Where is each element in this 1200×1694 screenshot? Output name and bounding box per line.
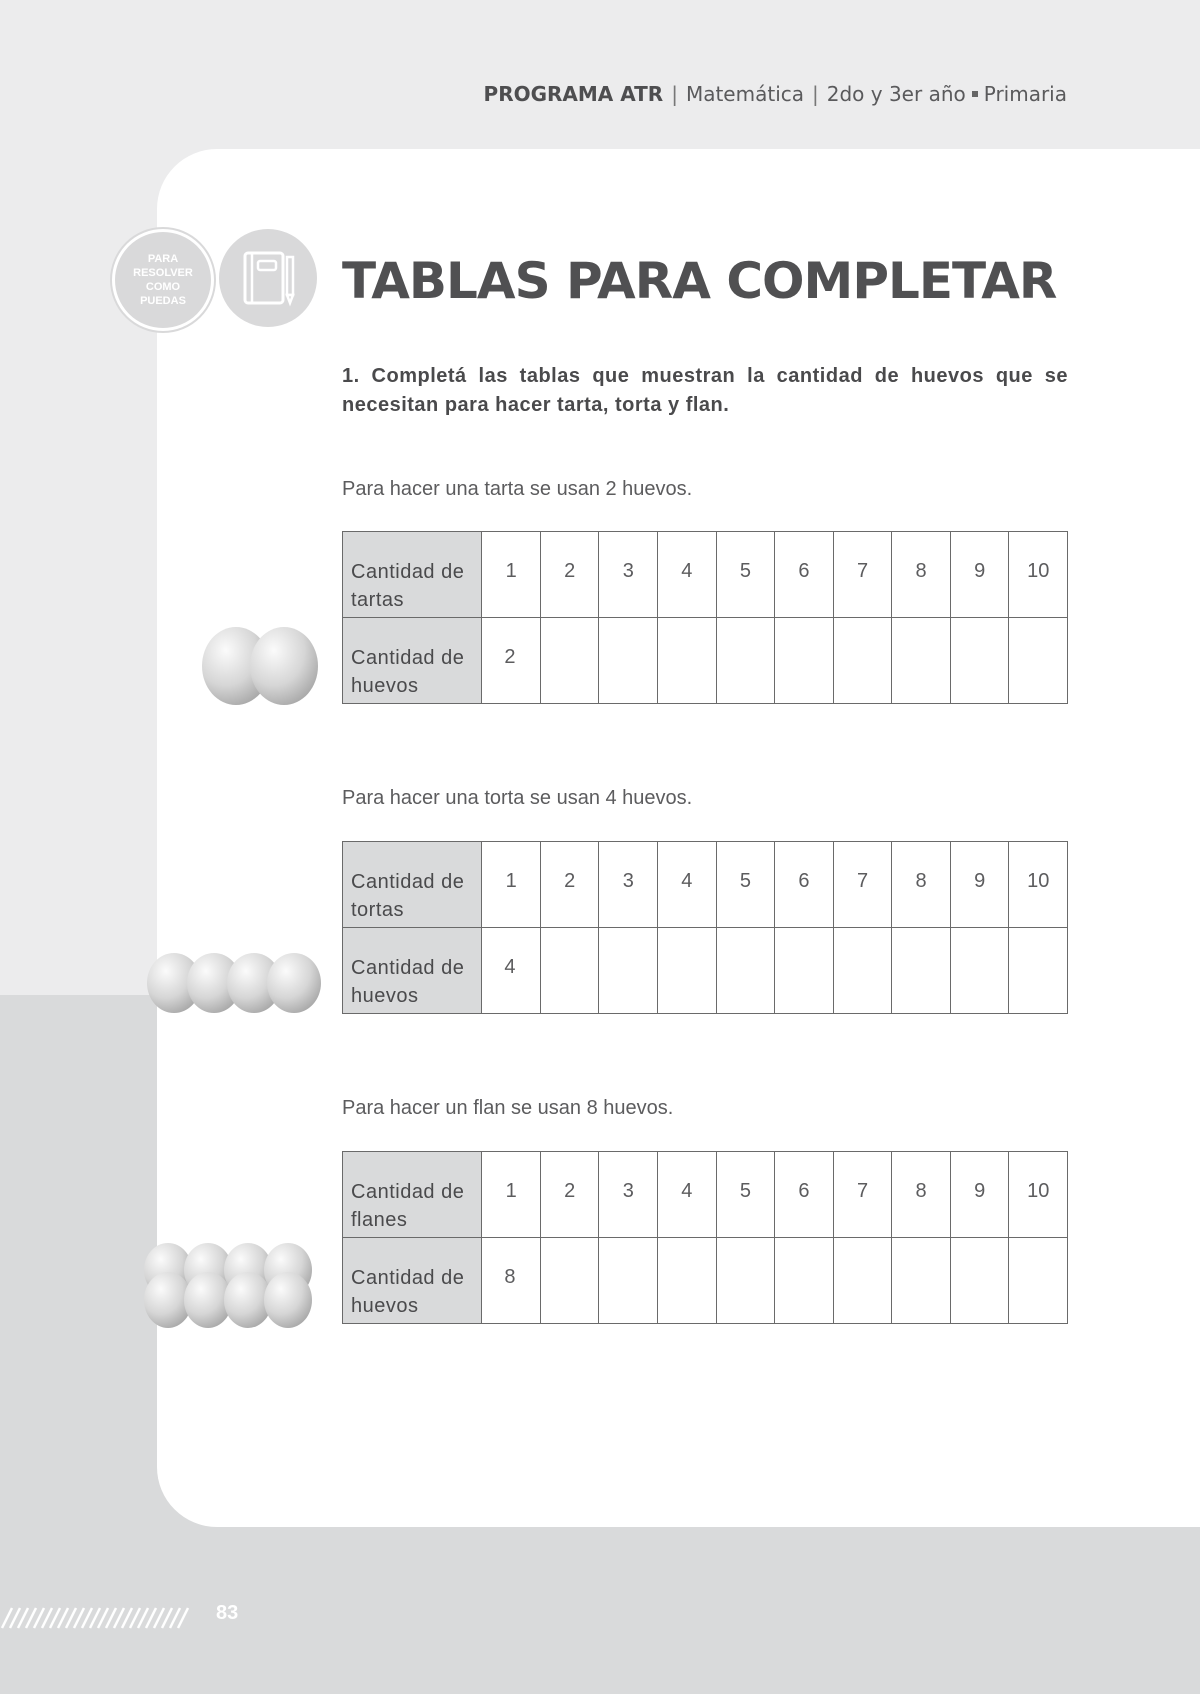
answer-cell[interactable] [716, 1238, 775, 1324]
answer-cell[interactable] [658, 928, 717, 1014]
answer-cell[interactable] [1009, 618, 1068, 704]
table-cell: 10 [1009, 842, 1068, 928]
answer-cell[interactable] [599, 1238, 658, 1324]
answer-cell[interactable] [540, 1238, 599, 1324]
answer-cell[interactable] [540, 618, 599, 704]
answer-cell[interactable] [833, 928, 892, 1014]
answer-cell[interactable]: 2 [482, 618, 541, 704]
exercise-instruction: 1. Completá las tablas que muestran la cantidad de huevos que se necesitan para hacer tarta, torta y flan. [342, 365, 1068, 416]
table-cell: 2 [540, 1152, 599, 1238]
row-header: Cantidad de tartas [343, 532, 482, 618]
badge-line: PUEDAS [140, 295, 186, 307]
grade: 2do y 3er año [826, 82, 966, 106]
answer-cell[interactable]: 4 [482, 928, 541, 1014]
egg-icon [250, 627, 318, 705]
row-header: Cantidad de huevos [343, 1238, 482, 1324]
table-cell: 3 [599, 1152, 658, 1238]
answer-cell[interactable] [892, 928, 951, 1014]
table-cell: 10 [1009, 1152, 1068, 1238]
row-header: Cantidad de tortas [343, 842, 482, 928]
answer-cell[interactable] [775, 928, 834, 1014]
section-prompt: Para hacer un flan se usan 8 huevos. [342, 1097, 674, 1119]
answer-cell[interactable] [833, 618, 892, 704]
table-cell: 8 [892, 532, 951, 618]
answer-cell[interactable] [540, 928, 599, 1014]
table-cell: 6 [775, 532, 834, 618]
bullet-icon [972, 91, 978, 97]
table-cell: 1 [482, 842, 541, 928]
table-cell: 2 [540, 532, 599, 618]
header-separator: | [812, 82, 819, 106]
row-header: Cantidad de huevos [343, 928, 482, 1014]
tarta-table [342, 531, 1068, 704]
answer-cell[interactable] [599, 618, 658, 704]
header-separator: | [671, 82, 678, 106]
para-resolver-badge [112, 229, 214, 331]
answer-cell[interactable] [1009, 928, 1068, 1014]
table-row [343, 1152, 1068, 1238]
table-cell: 3 [599, 532, 658, 618]
badge-line: PARA [147, 253, 179, 265]
page-title: TABLAS PARA COMPLETAR [342, 252, 1057, 310]
table-cell: 3 [599, 842, 658, 928]
answer-cell[interactable] [892, 618, 951, 704]
table-cell: 9 [950, 842, 1009, 928]
table-row [343, 928, 1068, 1014]
table-cell: 5 [716, 532, 775, 618]
egg-icon [264, 1272, 312, 1328]
table-cell: 7 [833, 1152, 892, 1238]
table-cell: 2 [540, 842, 599, 928]
eggs-8-illustration [140, 1240, 320, 1332]
table-cell: 4 [658, 532, 717, 618]
table-cell: 4 [658, 1152, 717, 1238]
subject: Matemática [685, 82, 804, 106]
table-row [343, 532, 1068, 618]
answer-cell[interactable] [658, 1238, 717, 1324]
table-row [343, 1238, 1068, 1324]
table-cell: 8 [892, 842, 951, 928]
table-cell: 6 [775, 1152, 834, 1238]
answer-cell[interactable] [716, 928, 775, 1014]
page-number: 83 [216, 1602, 239, 1624]
badge-line: COMO [145, 281, 181, 293]
row-header: Cantidad de huevos [343, 618, 482, 704]
answer-cell[interactable]: 8 [482, 1238, 541, 1324]
table-cell: 1 [482, 1152, 541, 1238]
table-cell: 8 [892, 1152, 951, 1238]
section-prompt: Para hacer una torta se usan 4 huevos. [342, 787, 693, 809]
eggs-2-illustration [196, 624, 326, 708]
eggs-4-illustration [144, 950, 326, 1016]
answer-cell[interactable] [1009, 1238, 1068, 1324]
table-cell: 7 [833, 532, 892, 618]
section-prompt: Para hacer una tarta se usan 2 huevos. [342, 478, 693, 500]
table-cell: 5 [716, 1152, 775, 1238]
stripes-decoration [0, 1606, 200, 1630]
table-cell: 4 [658, 842, 717, 928]
program-name: PROGRAMA ATR [483, 82, 664, 106]
egg-icon [267, 953, 321, 1013]
torta-table [342, 841, 1068, 1014]
answer-cell[interactable] [775, 618, 834, 704]
answer-cell[interactable] [950, 1238, 1009, 1324]
table-cell: 10 [1009, 532, 1068, 618]
table-cell: 1 [482, 532, 541, 618]
table-cell: 6 [775, 842, 834, 928]
row-header: Cantidad de flanes [343, 1152, 482, 1238]
answer-cell[interactable] [892, 1238, 951, 1324]
answer-cell[interactable] [716, 618, 775, 704]
page-header [484, 82, 1067, 106]
answer-cell[interactable] [950, 618, 1009, 704]
notebook-pencil-icon [219, 229, 317, 327]
answer-cell[interactable] [658, 618, 717, 704]
answer-cell[interactable] [950, 928, 1009, 1014]
table-cell: 9 [950, 532, 1009, 618]
table-cell: 7 [833, 842, 892, 928]
table-row [343, 618, 1068, 704]
answer-cell[interactable] [833, 1238, 892, 1324]
badge-line: RESOLVER [133, 267, 193, 279]
level: Primaria [983, 82, 1067, 106]
table-cell: 9 [950, 1152, 1009, 1238]
flan-table [342, 1151, 1068, 1324]
table-row [343, 842, 1068, 928]
answer-cell[interactable] [599, 928, 658, 1014]
answer-cell[interactable] [775, 1238, 834, 1324]
table-cell: 5 [716, 842, 775, 928]
